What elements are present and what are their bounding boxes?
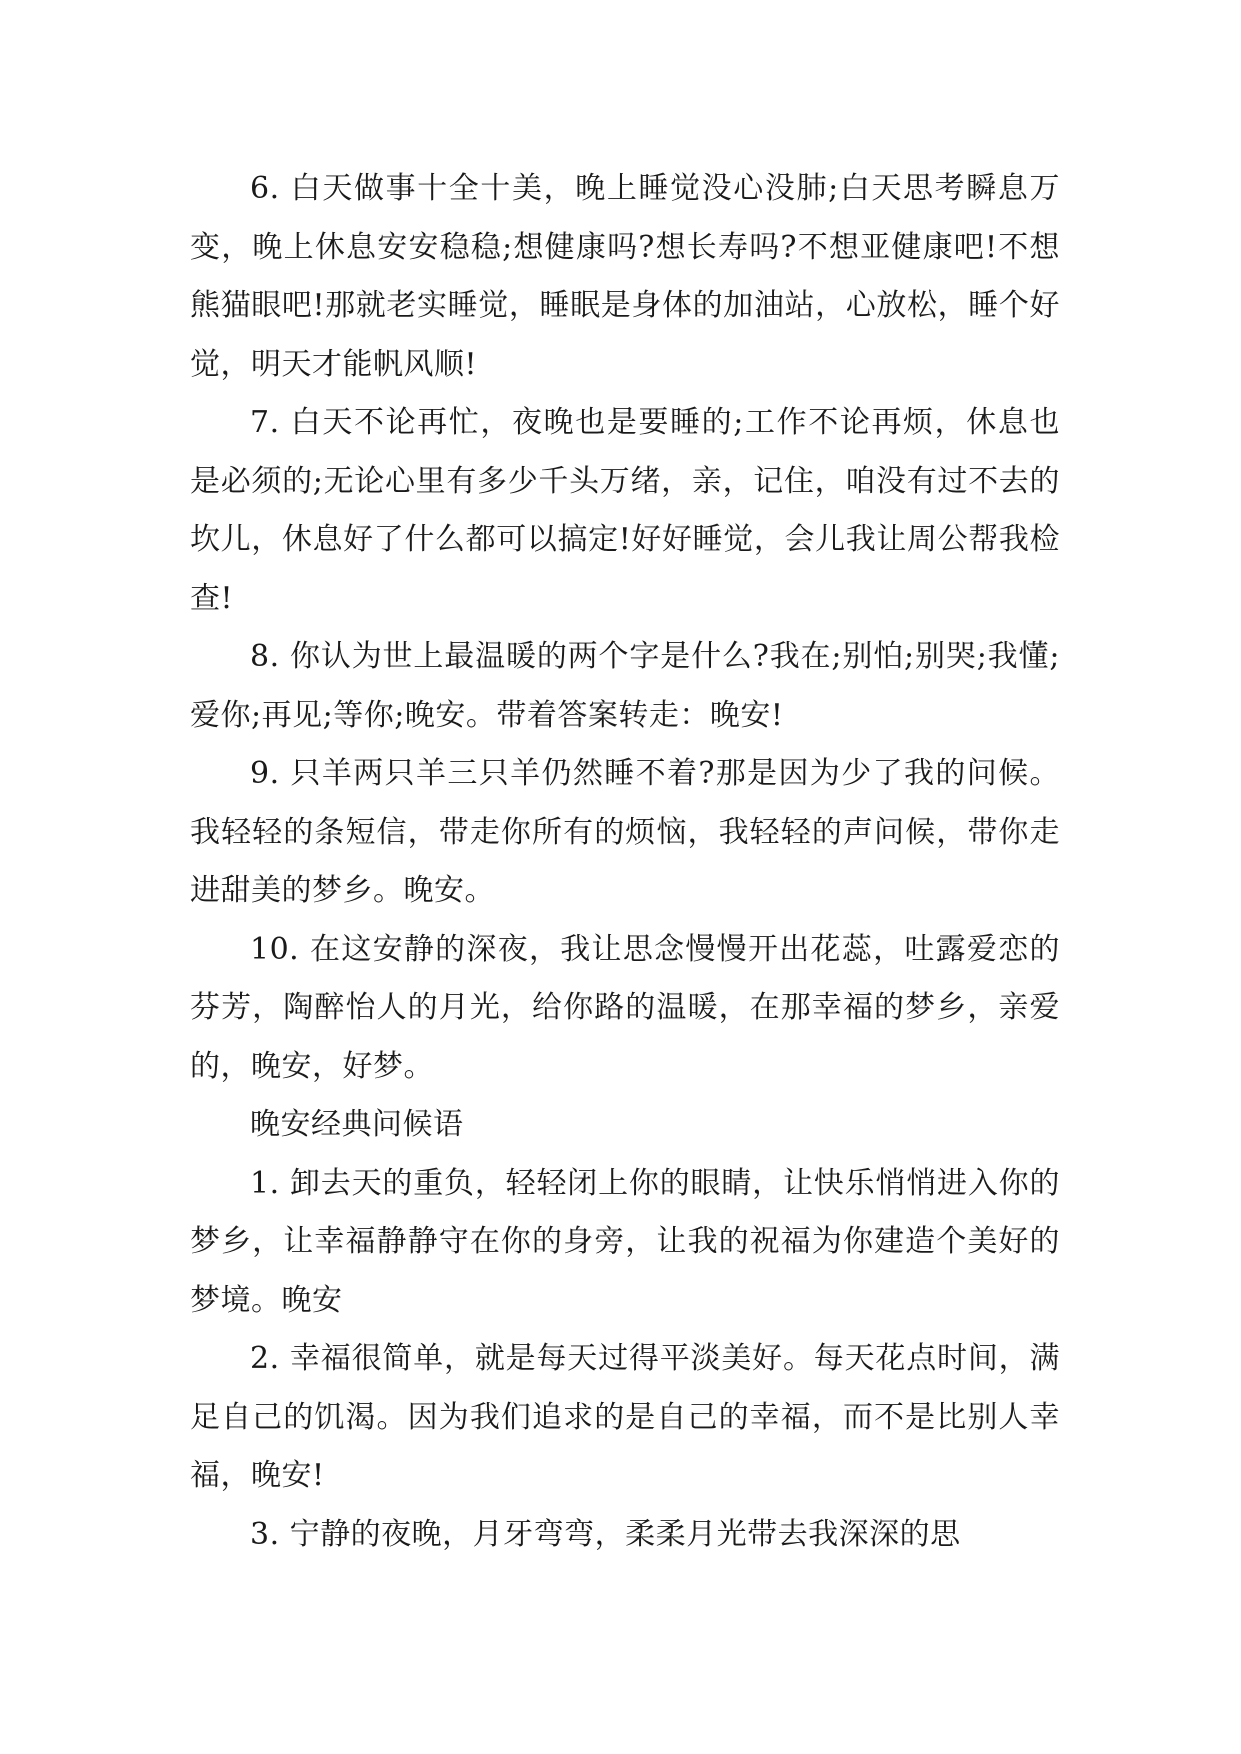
paragraph-item-9: 9. 只羊两只羊三只羊仍然睡不着?那是因为少了我的问候。我轻轻的条短信，带走你所有的烦恼，我轻轻的声问候，带你走进甜美的梦乡。晚安。 [190,756,1060,908]
paragraph-item-8: 8. 你认为世上最温暖的两个字是什么?我在;别怕;别哭;我懂;爱你;再见;等你;晚安。带着答案转走：晚安! [190,639,1060,733]
document-page [190,160,1060,1564]
paragraph-item-7: 7. 白天不论再忙，夜晚也是要睡的;工作不论再烦，休息也是必须的;无论心里有多少千头万绪，亲，记住，咱没有过不去的坎儿，休息好了什么都可以搞定!好好睡觉，会儿我让周公帮我检查! [190,405,1060,616]
paragraph-item-3: 3. 宁静的夜晚，月牙弯弯，柔柔月光带去我深深的思 [250,1516,961,1552]
paragraph-item-2: 2. 幸福很简单，就是每天过得平淡美好。每天花点时间，满足自己的饥渴。因为我们追求的是自己的幸福，而不是比别人幸福，晚安! [190,1341,1060,1493]
paragraph-item-1: 1. 卸去天的重负，轻轻闭上你的眼睛，让快乐悄悄进入你的梦乡，让幸福静静守在你的身旁，让我的祝福为你建造个美好的梦境。晚安 [190,1165,1060,1318]
paragraph-item-10: 10. 在这安静的深夜，我让思念慢慢开出花蕊，吐露爱恋的芬芳，陶醉怡人的月光，给你路的温暖，在那幸福的梦乡，亲爱的，晚安，好梦。 [190,931,1060,1084]
section-heading: 晚安经典问候语 [250,1107,464,1142]
paragraph-item-6: 6. 白天做事十全十美，晚上睡觉没心没肺;白天思考瞬息万变，晚上休息安安稳稳;想健康吗?想长寿吗?不想亚健康吧!不想熊猫眼吧!那就老实睡觉，睡眠是身体的加油站，心放松，睡个好觉，明天才能帆风顺! [190,171,1060,382]
